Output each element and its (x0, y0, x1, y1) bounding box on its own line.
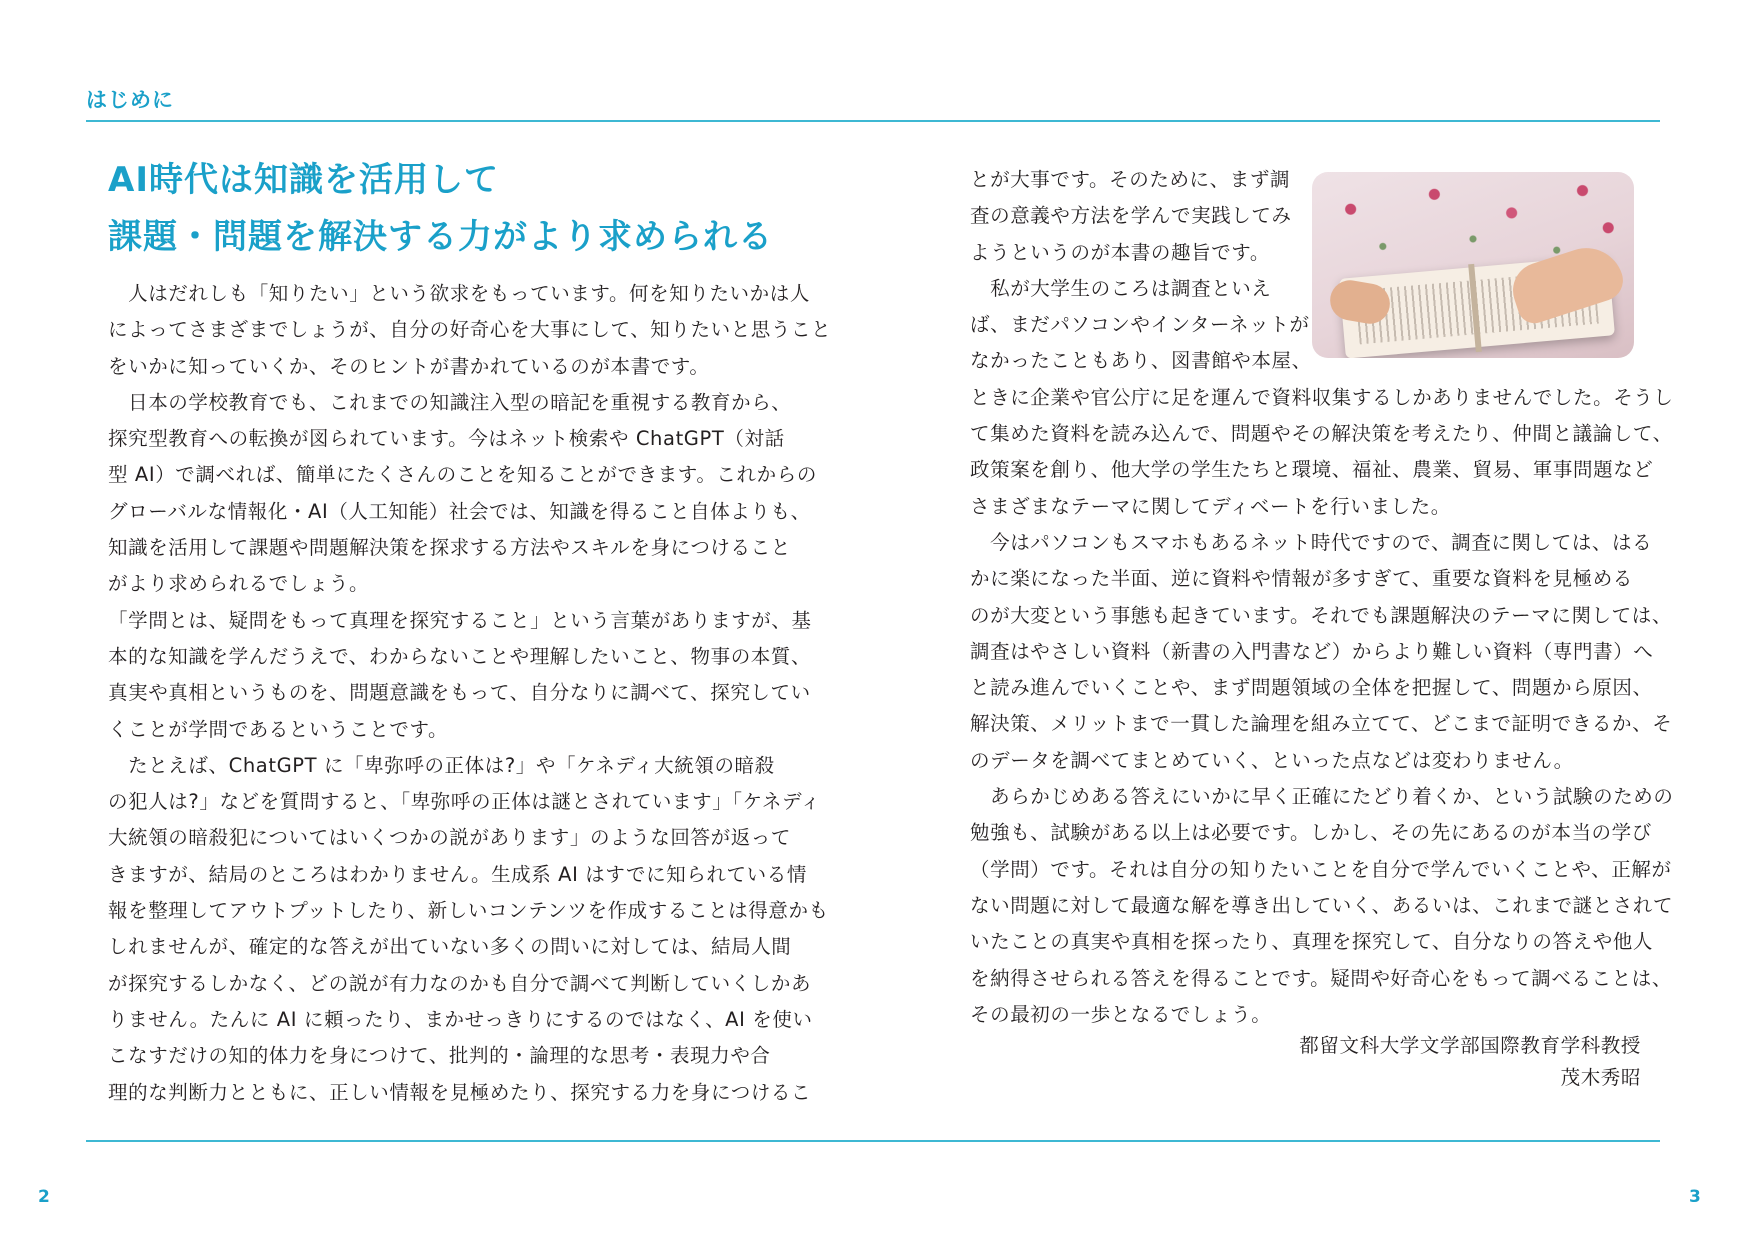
paragraph-line: たとえば、ChatGPT に「卑弥呼の正体は?」や「ケネディ大統領の暗殺 (108, 753, 775, 777)
paragraph-line: 真実や真相というものを、問題意識をもって、自分なりに調べて、探究してい (108, 681, 811, 705)
paragraph-line: さまざまなテーマに関してディベートを行いました。 (970, 494, 1451, 518)
paragraph-line: グローバルな情報化・AI（人工知能）社会では、知識を得ること自体よりも、 (108, 499, 811, 523)
paragraph-line: くことが学問であるということです。 (108, 717, 449, 741)
paragraph-line: の犯人は?」などを質問すると、「卑弥呼の正体は謎とされています」「ケネディ (108, 790, 821, 814)
paragraph-line: りません。たんに AI に頼ったり、まかせっきりにするのではなく、AI を使い (108, 1007, 813, 1031)
paragraph-line: のデータを調べてまとめていく、といった点などは変わりません。 (970, 748, 1574, 772)
paragraph-line: 理的な判断力とともに、正しい情報を見極めたり、探究する力を身につけるこ (108, 1080, 812, 1104)
paragraph-line: こなすだけの知的体力を身につけて、批判的・論理的な思考・表現力や合 (108, 1044, 771, 1068)
paragraph-line: あらかじめある答えにいかに早く正確にたどり着くか、という試験のための (970, 785, 1674, 809)
paragraph-line: がより求められるでしょう。 (108, 572, 370, 596)
paragraph-line: 調査はやさしい資料（新書の入門書など）からより難しい資料（専門書）へ (970, 639, 1654, 663)
headline (108, 152, 808, 266)
author-name: 茂木秀昭 (1560, 1066, 1641, 1089)
paragraph-line: を納得させられる答えを得ることです。疑問や好奇心をもって調べることは、 (970, 966, 1672, 990)
paragraph-line: 政策案を創り、他大学の学生たちと環境、福祉、農業、貿易、軍事問題など (970, 458, 1654, 482)
paragraph-line: 日本の学校教育でも、これまでの知識注入型の暗記を重視する教育から、 (108, 390, 792, 414)
paragraph-line: 探究型教育への転換が図られています。今はネット検索や ChatGPT（対話 (108, 427, 785, 451)
paragraph-line: ない問題に対して最適な解を導き出していく、あるいは、これまで謎とされて (970, 893, 1674, 917)
paragraph-line: いたことの真実や真相を探ったり、真理を探究して、自分なりの答えや他人 (970, 930, 1654, 954)
footer-rule (86, 1140, 1660, 1142)
right-column-full-text (970, 380, 1674, 1033)
paragraph-line: ときに企業や官公庁に足を運んで資料収集するしかありませんでした。そうし (970, 385, 1674, 409)
paragraph-line: その最初の一歩となるでしょう。 (970, 1002, 1272, 1026)
headline-line-1: AI時代は知識を活用して (108, 160, 499, 200)
headline-line-2: 課題・問題を解決する力がより求められる (108, 217, 773, 257)
paragraph-line: 型 AI）で調べれば、簡単にたくさんのことを知ることができます。これからの (108, 463, 817, 487)
paragraph-line: とが大事です。そのために、まず調 (970, 168, 1291, 191)
header-rule (86, 120, 1660, 122)
paragraph-line: をいかに知っていくか、そのヒントが書かれているのが本書です。 (108, 354, 710, 378)
paragraph-line: ようというのが本書の趣旨です。 (970, 240, 1270, 264)
reading-book-photo (1312, 172, 1634, 358)
paragraph-line: きますが、結局のところはわかりません。生成系 AI はすでに知られている情 (108, 862, 807, 886)
section-label: はじめに (86, 88, 174, 112)
author-signature (1299, 1030, 1641, 1094)
author-affiliation: 都留文科大学文学部国際教育学科教授 (1299, 1034, 1641, 1057)
paragraph-line: 報を整理してアウトプットしたり、新しいコンテンツを作成することは得意かも (108, 899, 829, 923)
paragraph-line: 本的な知識を学んだうえで、わからないことや理解したいこと、物事の本質、 (108, 644, 812, 668)
paragraph-line: 勉強も、試験がある以上は必要です。しかし、その先にあるのが本当の学び (970, 821, 1652, 845)
paragraph-line: と読み進んでいくことや、まず問題領域の全体を把握して、問題から原因、 (970, 676, 1653, 700)
paragraph-line: 知識を活用して課題や問題解決策を探求する方法やスキルを身につけること (108, 536, 791, 560)
paragraph-line: （学問）です。それは自分の知りたいことを自分で学んでいくことや、正解が (970, 857, 1672, 881)
paragraph-line: 人はだれしも「知りたい」という欲求をもっています。何を知りたいかは人 (108, 282, 810, 305)
paragraph-line: によってさまざまでしょうが、自分の好奇心を大事にして、知りたいと思うこと (108, 318, 832, 342)
paragraph-line: 大統領の暗殺犯についてはいくつかの説があります」のような回答が返って (108, 826, 792, 850)
paragraph-line: 査の意義や方法を学んで実践してみ (970, 204, 1292, 228)
paragraph-line: ば、まだパソコンやインターネットが (970, 313, 1310, 337)
paragraph-line: 解決策、メリットまで一貫した論理を組み立てて、どこまで証明できるか、そ (970, 712, 1673, 736)
paragraph-line: しれませんが、確定的な答えが出ていない多くの問いに対しては、結局人間 (108, 935, 792, 959)
paragraph-line: のが大変という事態も起きています。それでも課題解決のテーマに関しては、 (970, 603, 1672, 627)
paragraph-line: 「学問とは、疑問をもって真理を探究すること」という言葉がありますが、基 (108, 608, 812, 632)
left-column-text (108, 276, 832, 1111)
page-number-left: 2 (38, 1187, 50, 1207)
page-number-right: 3 (1689, 1187, 1701, 1207)
paragraph-line: て集めた資料を読み込んで、問題やその解決策を考えたり、仲間と議論して、 (970, 422, 1673, 446)
paragraph-line: かに楽になった半面、逆に資料や情報が多すぎて、重要な資料を見極める (970, 567, 1633, 591)
paragraph-line: 私が大学生のころは調査といえ (970, 276, 1272, 300)
paragraph-line: 今はパソコンもスマホもあるネット時代ですので、調査に関しては、はる (970, 530, 1653, 554)
paragraph-line: なかったこともあり、図書館や本屋、 (970, 349, 1312, 373)
paragraph-line: が探究するしかなく、どの説が有力なのかも自分で調べて判断していくしかあ (108, 971, 812, 995)
